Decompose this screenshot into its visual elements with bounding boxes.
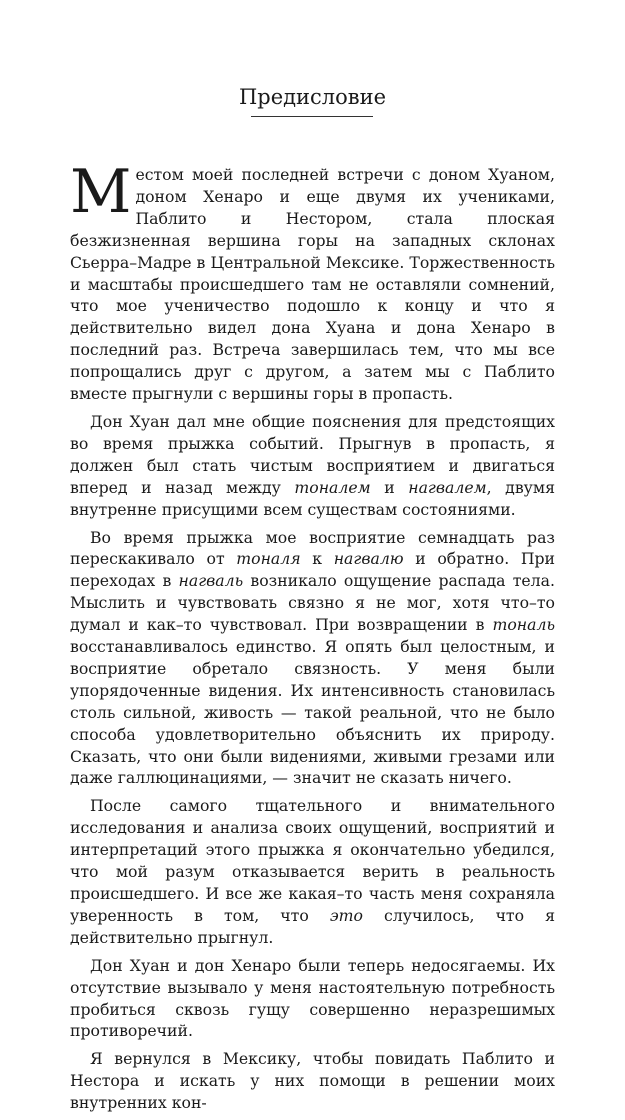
italic-term: тональ <box>492 615 555 635</box>
paragraph <box>70 1048 555 1114</box>
text-run: возникало ощущение распада тела. Мыслить и чувствовать связно я не мог, хотя что–то думал и как–то чувствовал. При возвращении в <box>70 571 555 635</box>
italic-term: нагвалю <box>333 549 404 569</box>
text-run: Во время прыжка мое восприятие семнадцать раз перескакивало от <box>70 527 555 569</box>
paragraph <box>70 527 555 790</box>
paragraph <box>70 955 555 1043</box>
italic-term: нагвалем <box>408 477 487 497</box>
paragraph <box>70 157 555 405</box>
text-run: к <box>300 549 334 569</box>
text-run: и обратно. При переходах в <box>70 549 555 591</box>
text-run: Дон Хуан дал мне общие пояснения для предстоящих во время прыжка событий. Прыгнув в пропасть, я должен был стать чистым восприятием и двигаться вперед и назад между <box>70 411 555 497</box>
text-run: случилось, что я действительно прыгнул. <box>70 905 555 947</box>
paragraph <box>70 795 555 948</box>
title-underline <box>251 116 373 117</box>
text-run: После самого тщательного и внимательного исследования и анализа своих ощущений, восприятий и интерпретаций этого прыжка я окончательно убедился, что мой разум отказывается верить в реальность происшедшего. И все же какая–то часть меня сохраняла уверенность в том, что <box>70 796 555 925</box>
text-run: Дон Хуан и дон Хенаро были теперь недосягаемы. Их отсутствие вызывало у меня настоятельную потребность пробиться сквозь гущу совершенно неразрешимых противоречий. <box>70 955 555 1041</box>
italic-term: нагваль <box>178 571 244 591</box>
text-run: восстанавливалось единство. Я опять был целостным, и восприятие обретало связность. У меня были упорядоченные видения. Их интенсивность становилась столь сильной, живость — такой реальной, что не было способа удовлетворительно объяснить их природу. Сказать, что они были видениями, живыми грезами или даже галлюцинациями, — значит не сказать ничего. <box>70 637 555 788</box>
italic-term: тоналя <box>236 549 301 569</box>
italic-term: это <box>329 905 363 925</box>
body-text <box>70 157 555 1120</box>
drop-cap: М <box>70 157 132 227</box>
text-run: Я вернулся в Мексику, чтобы повидать Паблито и Нестора и искать у них помощи в решении моих внутренних кон- <box>70 1049 555 1113</box>
italic-term: тоналем <box>294 477 371 497</box>
text-run: , двумя внутренне присущими всем существам состояниями. <box>70 477 555 519</box>
chapter-title: Предисловие <box>238 85 387 109</box>
text-run: и <box>370 477 409 497</box>
paragraph <box>70 411 555 521</box>
text-run: естом моей последней встречи с доном Хуаном, доном Хенаро и еще двумя их учениками, Паблито и Нестором, стала плоская безжизненная вершина горы на западных склонах Сьерра–Мадре в Центральной Мексике. Торжественность и масштабы происшедшего там не оставляли сомнений, что мое ученичество подошло к концу и что я действительно видел дона Хуана и дона Хенаро в последний раз. Встреча завершилась тем, что мы все попрощались друг с другом, а затем мы с Паблито вместе прыгнули с вершины горы в пропасть. <box>70 165 555 404</box>
